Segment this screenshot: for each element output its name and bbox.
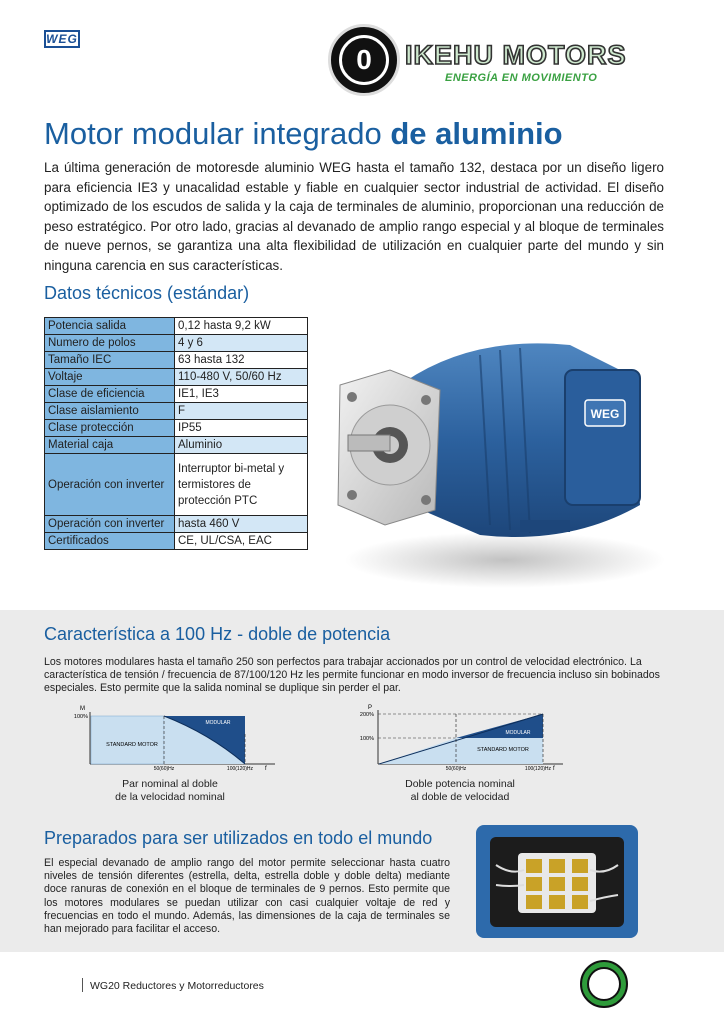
spec-value: IE1, IE3 xyxy=(175,386,308,403)
torque-xtick-1: 50(60)Hz xyxy=(153,766,175,772)
spec-row xyxy=(45,369,308,386)
spec-key: Clase aislamiento xyxy=(45,403,175,420)
spec-row xyxy=(45,533,308,550)
spec-value: IP55 xyxy=(175,420,308,437)
spec-value: 0,12 hasta 9,2 kW xyxy=(175,318,308,335)
spec-key: Material caja xyxy=(45,437,175,454)
spec-key: Operación con inverter xyxy=(45,516,175,533)
torque-ytick: 100% xyxy=(73,714,88,720)
spec-value: Aluminio xyxy=(175,437,308,454)
emblem-letter: 0 xyxy=(339,35,389,85)
power-chart xyxy=(348,704,568,772)
spec-key: Tamaño IEC xyxy=(45,352,175,369)
power-modular-label: MODULAR xyxy=(505,730,531,736)
spec-value: Interruptor bi-metal y termistores de protección PTC xyxy=(175,454,308,516)
spec-value: F xyxy=(175,403,308,420)
spec-value: 63 hasta 132 xyxy=(175,352,308,369)
spec-table xyxy=(44,317,308,550)
power-xtick-1: 50(60)Hz xyxy=(445,766,467,772)
torque-caption: Par nominal al doble de la velocidad nominal xyxy=(115,778,225,803)
spec-row xyxy=(45,437,308,454)
power-xlabel: f xyxy=(553,766,555,772)
spec-key: Voltaje xyxy=(45,369,175,386)
weg-logo: WEG xyxy=(44,30,80,48)
spec-value: 4 y 6 xyxy=(175,335,308,352)
footer-divider xyxy=(82,978,83,992)
torque-chart xyxy=(60,704,280,772)
spec-key: Clase protección xyxy=(45,420,175,437)
power-ylabel: P xyxy=(368,705,373,711)
spec-row xyxy=(45,420,308,437)
spec-row xyxy=(45,454,308,516)
brand-name: IKEHU MOTORS xyxy=(405,40,627,70)
spec-value: 110-480 V, 50/60 Hz xyxy=(175,369,308,386)
torque-modular-label: MODULAR xyxy=(205,720,231,726)
spec-key: Certificados xyxy=(45,533,175,550)
brand-tagline: ENERGÍA EN MOVIMIENTO xyxy=(445,72,598,84)
footer-text: WG20 Reductores y Motorreductores xyxy=(90,980,264,992)
prep-title: Preparados para ser utilizados en todo el mundo xyxy=(44,828,433,848)
torque-ylabel: M xyxy=(80,706,85,712)
spec-value: hasta 460 V xyxy=(175,516,308,533)
spec-key: Clase de eficiencia xyxy=(45,386,175,403)
page-title: Motor modular integrado de aluminio xyxy=(44,116,563,151)
spec-key: Numero de polos xyxy=(45,335,175,352)
power-caption: Doble potencia nominal al doble de velocidad xyxy=(405,778,515,803)
spec-row xyxy=(45,335,308,352)
prep-paragraph: El especial devanado de amplio rango del motor permite seleccionar hasta cuatro niveles de tensión diferentes (estrella, delta, estrella doble y doble delta) mediante doce ranuras de conexión en el bloque de terminales de 9 pernos. Esto permite que los motores modulares se puedan utilizar con casi cualquier voltaje de red y frecuencias en todo el mundo. Además, las dimensiones de la caja de terminales se han mejorado para facilitar el acceso. xyxy=(44,857,450,936)
torque-xtick-2: 100(120)Hz xyxy=(226,766,254,772)
spec-row xyxy=(45,352,308,369)
spec-value: CE, UL/CSA, EAC xyxy=(175,533,308,550)
datos-tecnicos-title: Datos técnicos (estándar) xyxy=(44,283,250,303)
power-standard-label: STANDARD MOTOR xyxy=(477,747,529,753)
spec-key: Operación con inverter xyxy=(45,454,175,516)
motor-badge: WEG xyxy=(590,407,620,421)
terminal-box-image xyxy=(476,825,638,938)
footer-logo-icon xyxy=(580,960,628,1008)
torque-xlabel: f xyxy=(265,766,267,772)
power-ytick-1: 200% xyxy=(359,712,374,718)
spec-row xyxy=(45,318,308,335)
spec-key: Potencia salida xyxy=(45,318,175,335)
intro-paragraph: La última generación de motoresde aluminio WEG hasta el tamaño 132, destaca por un diseño ligero para eficiencia IE3 y unacalidad estable y fiable en cualquier sector industrial de actividad. El diseño optimizado de los escudos de salida y la caja de terminales de aluminio, proporcionan una reducción de peso estratégico. Por otro lado, gracias al devanado de amplio rango especial y al bloque de terminales de nueve pernos, se garantiza una alta flexibilidad de utilización en cualquier parte del mundo y sin ninguna carencia en sus características. xyxy=(44,160,664,273)
c100-title: Característica a 100 Hz - doble de potencia xyxy=(44,624,391,644)
torque-standard-label: STANDARD MOTOR xyxy=(106,742,158,748)
power-ytick-2: 100% xyxy=(359,736,374,742)
c100-paragraph: Los motores modulares hasta el tamaño 250 son perfectos para trabajar accionados por un control de velocidad electrónico. La característica de tensión / frecuencia de 87/100/120 Hz les permite funcionar en modo inversor de frecuencia incluso sin bobinados especiales. Esto permite que la salida nominal se duplique sin perder el par. xyxy=(44,656,660,695)
ikehu-emblem-icon xyxy=(328,24,400,96)
spec-row xyxy=(45,516,308,533)
spec-row xyxy=(45,403,308,420)
power-xtick-2: 100(120)Hz xyxy=(524,766,552,772)
spec-row xyxy=(45,386,308,403)
motor-image xyxy=(330,305,670,595)
